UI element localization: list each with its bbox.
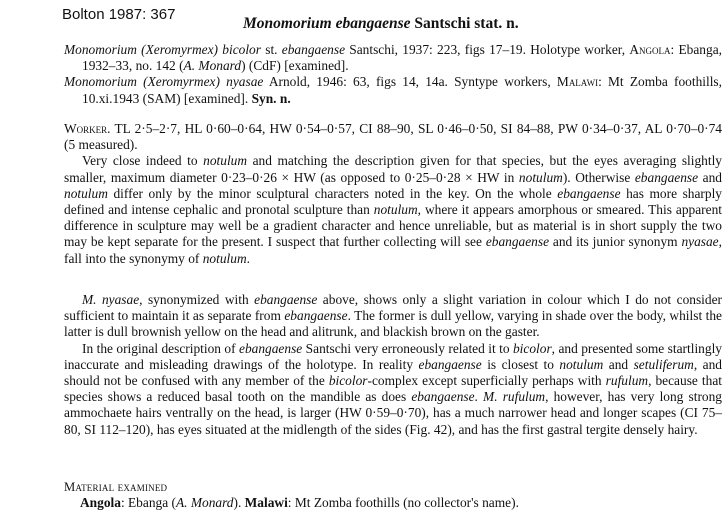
text-run: , fall into the synonymy of xyxy=(64,234,722,266)
text-run: . xyxy=(246,250,250,266)
text-run: , however, has very long strong ammochaete hairs ventrally on the head, is larger (HW 0·59–0·70), has a much narrower head and longer scapes (CI 75–80, SI 112–120), has eyes situated at the midlength of the sides (Fig. 42), and has the first gastral tergite densely hairy. xyxy=(64,389,722,437)
material-run: : Ebanga ( xyxy=(120,495,176,511)
material-run: : Mt Zomba foothills (no collector's name). xyxy=(287,495,519,511)
text-run: , and should not be confused with any member of the xyxy=(64,356,722,389)
text-run: , synonymized with xyxy=(139,292,255,307)
text-run: and xyxy=(603,356,634,372)
synonymy-list xyxy=(64,42,722,107)
italic-term: notulum xyxy=(203,153,248,169)
italic-term: ebangaense xyxy=(239,340,303,356)
material-text xyxy=(64,495,722,511)
italic-term: notulum xyxy=(202,250,247,266)
text-run: ). Otherwise xyxy=(562,169,635,185)
discussion-paragraph-nyasae xyxy=(64,292,722,341)
italic-term: ebangaense xyxy=(254,292,318,307)
synonym-text: st. xyxy=(260,42,282,57)
italic-term: ebangaense xyxy=(557,185,621,201)
synonym-text: : Mt Zomba foothills, 10.xi.1943 (SAM) [examined]. xyxy=(82,74,722,106)
country-name: Malawi xyxy=(244,495,288,511)
italic-term: rufulum xyxy=(605,373,649,389)
synonym-text: ) (CdF) [examined]. xyxy=(241,58,349,74)
text-run: . xyxy=(474,389,484,405)
italic-term: ebangaense xyxy=(485,234,550,250)
measurements-text: . TL 2·5–2·7, HL 0·60–0·64, HW 0·54–0·57, CI 88–90, SL 0·46–0·50, SI 84–88, PW 0·34–0·37, AL 0·70–0·74 (5 measured). xyxy=(64,121,722,153)
text-run: Santschi very erroneously related it to xyxy=(302,340,513,356)
text-run: and xyxy=(698,169,723,185)
italic-term: notulum xyxy=(518,169,563,185)
synonymy-entry xyxy=(64,42,722,74)
text-run: , because that species shows a reduced basal tooth on the mandible as does xyxy=(64,373,722,405)
italic-term: ebangaense xyxy=(411,389,475,405)
italic-term: ebangaense xyxy=(418,356,482,372)
synonym-text: Santschi, 1937: 223, figs 17–19. Holotype worker, xyxy=(345,42,626,57)
text-run: In the original description of xyxy=(82,340,240,356)
worker-section xyxy=(64,121,722,267)
species-status: stat. n. xyxy=(474,15,519,32)
species-heading xyxy=(243,15,519,33)
italic-term: notulum xyxy=(64,185,108,201)
text-run: differ only by the minor sculptural characters noted in the key. On the whole xyxy=(107,185,558,201)
italic-term: M. rufulum xyxy=(483,389,546,405)
text-run: is closest to xyxy=(481,356,560,372)
discussion-section xyxy=(64,292,722,438)
synonym-status: Syn. n. xyxy=(251,90,291,106)
country-name: Angola xyxy=(629,42,671,57)
synonym-name: Monomorium (Xeromyrmex) nyasae xyxy=(64,74,264,90)
synonymy-entry xyxy=(64,74,722,106)
worker-paragraph xyxy=(64,153,722,266)
material-title: Material examined xyxy=(64,480,168,494)
text-run: and its junior synonym xyxy=(549,234,682,250)
discussion-paragraph-original xyxy=(64,341,722,438)
worker-measurements xyxy=(64,121,722,153)
synonym-text: : Ebanga, 1932–33, no. 142 ( xyxy=(82,42,722,74)
collector-name: A. Monard xyxy=(175,495,234,511)
country-name: Malawi xyxy=(556,74,599,90)
text-run: , where it appears amorphous or smeared. This apparent difference in sculpture may well be a gradient character and hence unreliable, but as material is in short supply the two may be kept separate for the present. I suspect that further collecting will see xyxy=(64,202,722,250)
italic-term: ebangaense xyxy=(634,169,699,185)
text-run: , and presented some startlingly inaccurate and misleading drawings of the holotype. In reality xyxy=(64,340,722,372)
text-run: Very close indeed to xyxy=(82,153,204,169)
section-label: Worker xyxy=(64,121,108,136)
text-run: . The former is dull yellow, varying in shade over the body, whilst the latter is dull brownish yellow on the head and alitrunk, and blackish brown on the gaster. xyxy=(64,308,722,340)
italic-term: setuliferum xyxy=(633,356,694,372)
italic-term: bicolor xyxy=(328,373,368,389)
country-name: Angola xyxy=(80,495,121,511)
italic-term: bicolor xyxy=(512,340,552,356)
material-section xyxy=(64,479,722,511)
species-author: Santschi xyxy=(414,15,471,32)
material-run: ). xyxy=(233,495,245,511)
source-reference: Bolton 1987: 367 xyxy=(62,6,176,23)
text-run: -complex except superficially perhaps with xyxy=(367,373,606,389)
italic-term: notulum xyxy=(373,202,418,218)
italic-term: ebangaense xyxy=(284,308,348,324)
synonym-text: Arnold, 1946: 63, figs 14, 14a. Syntype workers, xyxy=(263,74,557,90)
text-run: and matching the description given for that species, but the eyes averaging slightly smaller, maximum diameter 0·23–0·26 × HW (as opposed to 0·25–0·28 × HW in xyxy=(64,153,723,185)
text-run: has more sharply defined and intense cephalic and pronotal sculpture than xyxy=(64,185,722,218)
collector-name: A. Monard xyxy=(183,58,242,74)
text-run: above, shows only a slight variation in colour which I do not consider sufficient to maintain it as separate from xyxy=(64,292,722,324)
synonym-epithet: ebangaense xyxy=(281,42,346,57)
italic-term: M. nyasae xyxy=(82,292,140,307)
italic-term: notulum xyxy=(559,356,604,372)
species-name: Monomorium ebangaense xyxy=(243,15,411,32)
synonym-name: Monomorium (Xeromyrmex) bicolor xyxy=(64,42,261,57)
italic-term: nyasae xyxy=(681,234,719,250)
